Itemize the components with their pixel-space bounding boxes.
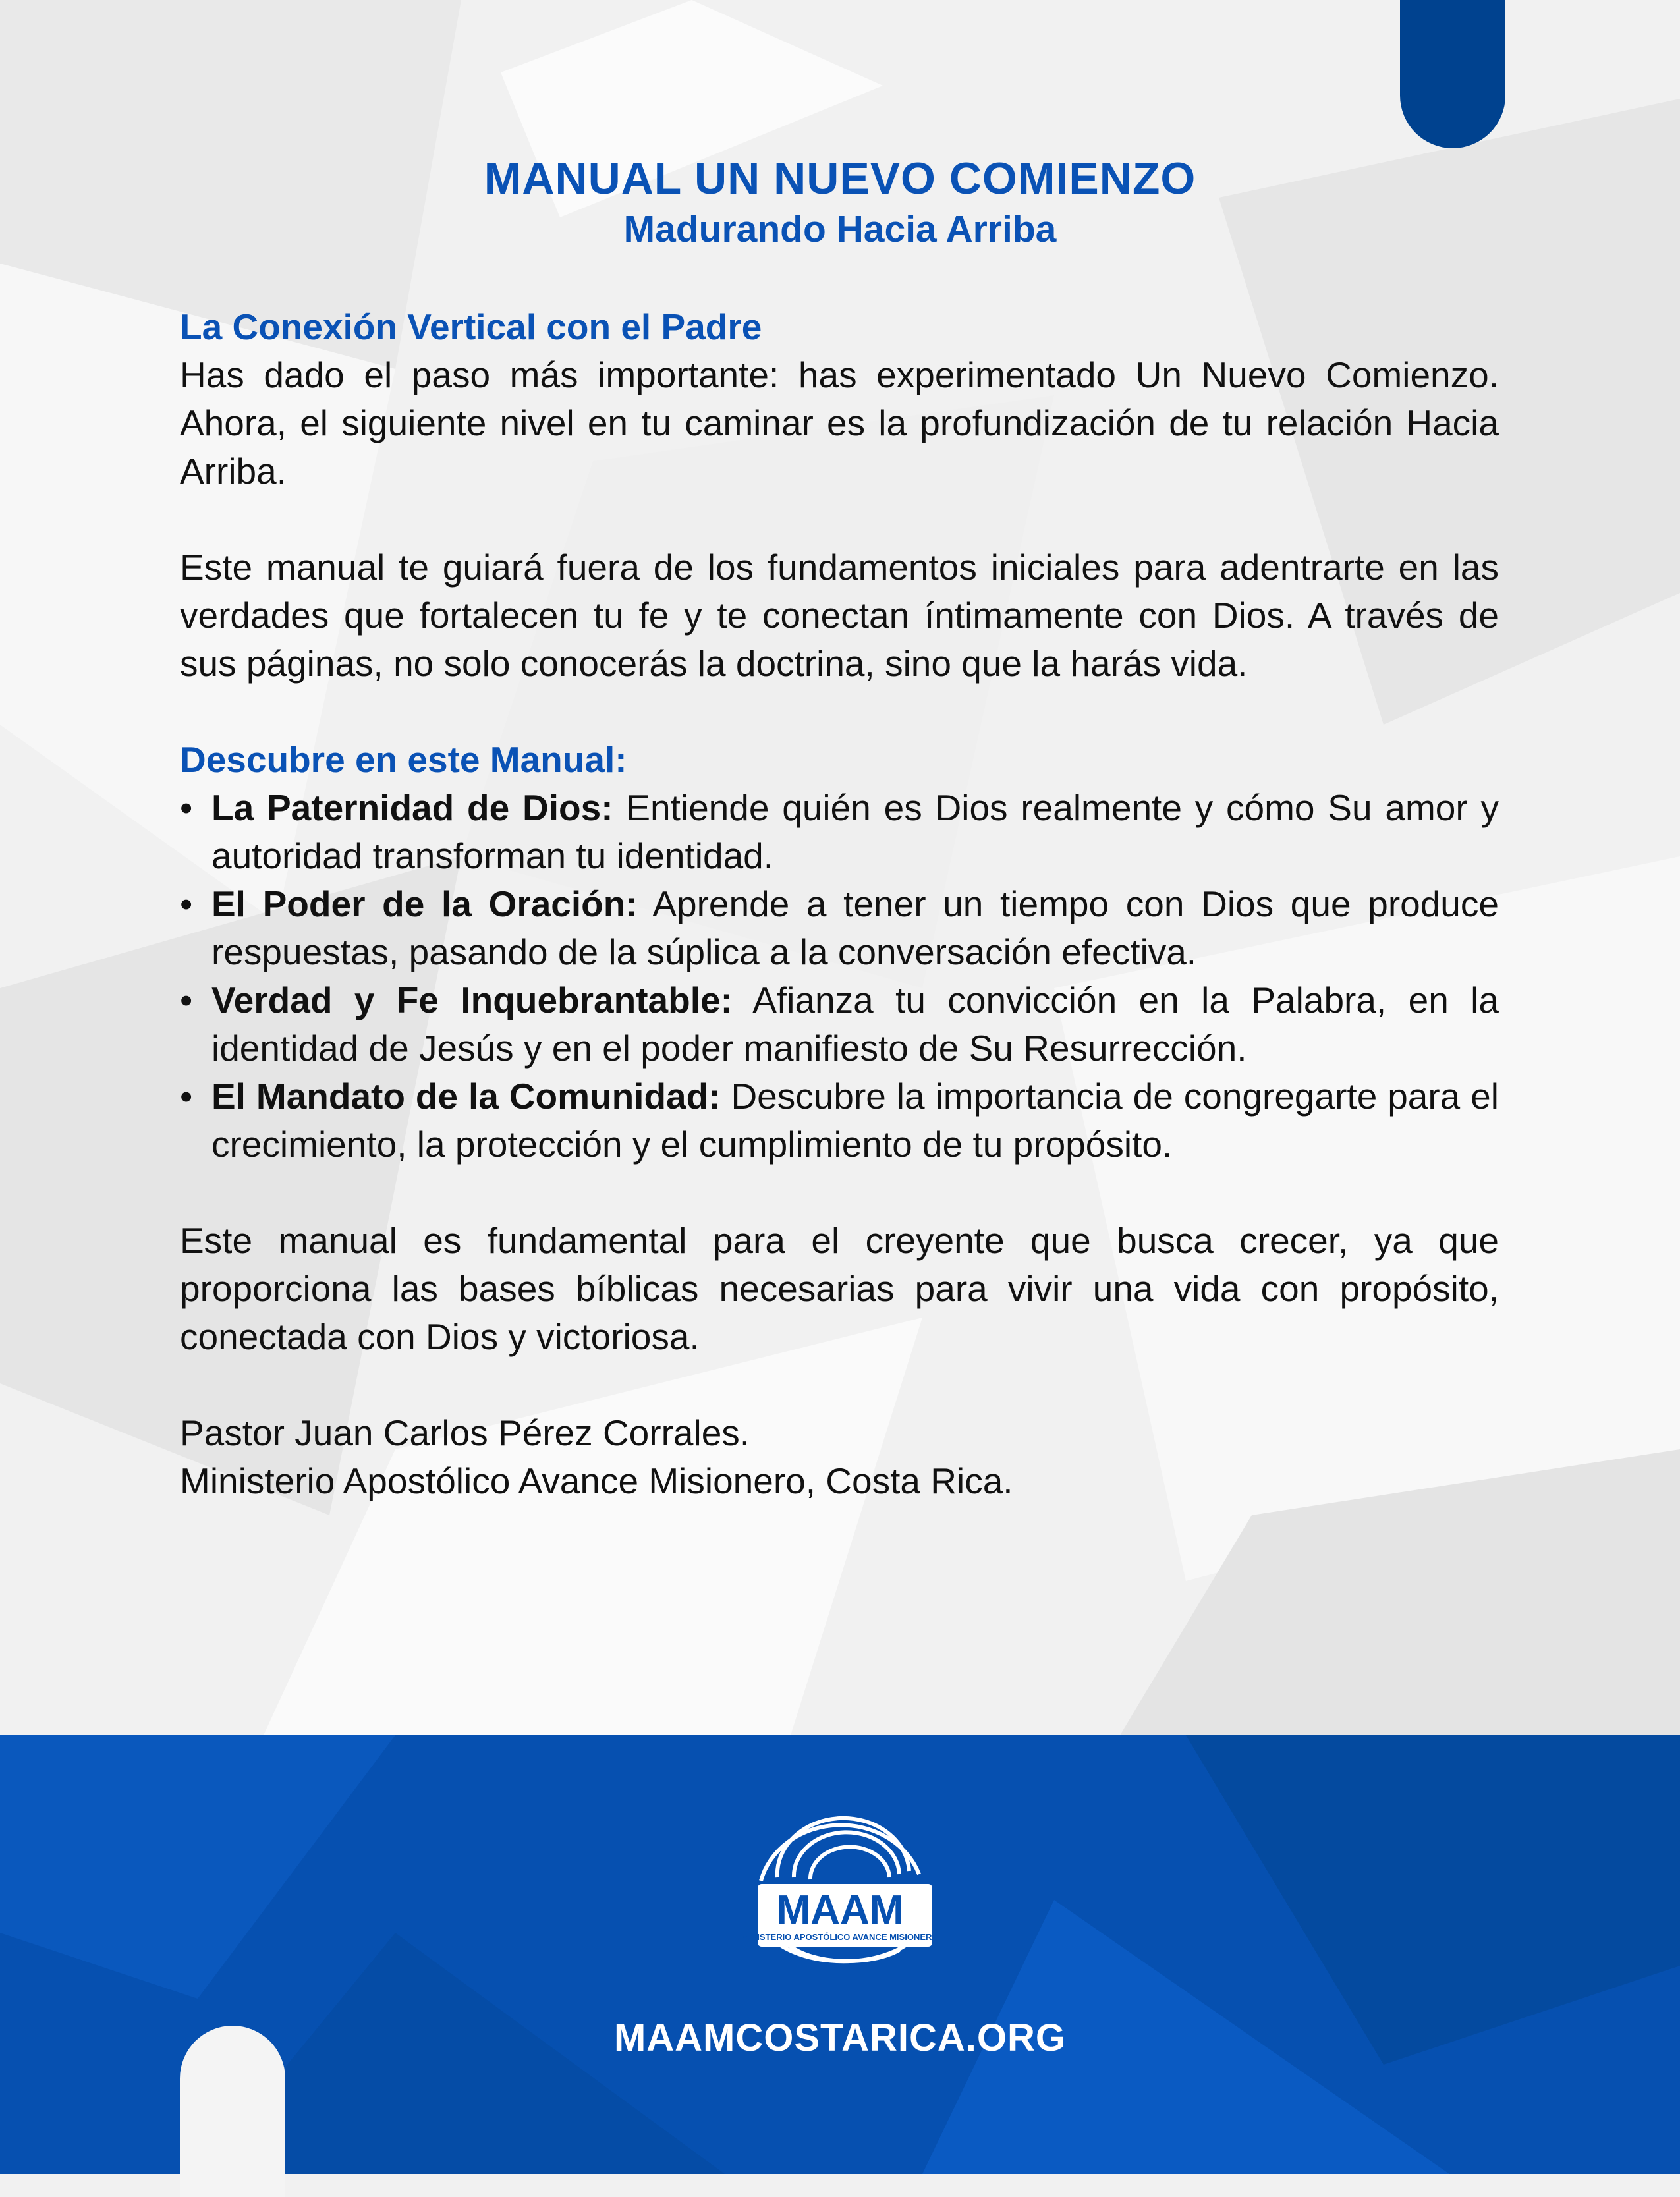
main-content [180, 303, 1499, 1505]
item-text: Aprende a tener un tiempo con Dios que produce respuestas, pasando de la súplica a la conversación efectiva. [211, 883, 1499, 972]
website-link[interactable]: MAAMCOSTARICA.ORG [613, 2016, 1067, 2059]
signature-org: Ministerio Apostólico Avance Misionero, Costa Rica. [180, 1460, 1013, 1501]
list-item [180, 1072, 1499, 1169]
signature-name: Pastor Juan Carlos Pérez Corrales. [180, 1412, 750, 1453]
intro-paragraph: Has dado el paso más importante: has experimentado Un Nuevo Comienzo. Ahora, el siguiente nivel en tu caminar es la profundización de tu relación Hacia Arriba. [180, 354, 1499, 491]
svg-text:MAAM: MAAM [776, 1887, 904, 1933]
item-text: Descubre la importancia de congregarte para el crecimiento, la protección y el cumplimiento de tu propósito. [211, 1076, 1499, 1165]
maam-logo [741, 1802, 939, 1973]
page-title: MANUAL UN NUEVO COMIENZO [484, 153, 1196, 204]
list-item [180, 784, 1499, 880]
item-title: El Mandato de la Comunidad: [211, 1076, 721, 1117]
list-item [180, 976, 1499, 1072]
svg-text:MINISTERIO APOSTÓLICO AVANCE M: MINISTERIO APOSTÓLICO AVANCE MISIONERO [741, 1932, 939, 1942]
topic-list [180, 784, 1499, 1169]
list-item [180, 880, 1499, 976]
item-text: Entiende quién es Dios realmente y cómo Su amor y autoridad transforman tu identidad. [211, 787, 1499, 876]
item-title: Verdad y Fe Inquebrantable: [211, 980, 733, 1020]
page-subtitle: Madurando Hacia Arriba [623, 208, 1057, 250]
closing-paragraph: Este manual es fundamental para el creyente que busca crecer, ya que proporciona las bases bíblicas necesarias para vivir una vida con propósito, conectada con Dios y victoriosa. [180, 1220, 1499, 1357]
section-heading: La Conexión Vertical con el Padre [180, 306, 762, 347]
item-title: El Poder de la Oración: [211, 883, 638, 924]
top-decorative-tab [1400, 0, 1505, 148]
item-title: La Paternidad de Dios: [211, 787, 613, 828]
section-heading-2: Descubre en este Manual: [180, 739, 627, 780]
item-text: Afianza tu convicción en la Palabra, en la identidad de Jesús y en el poder manifiesto de Su Resurrección. [211, 980, 1499, 1069]
bottom-decorative-tab [180, 2026, 285, 2197]
intro-paragraph-2: Este manual te guiará fuera de los fundamentos iniciales para adentrarte en las verdades que fortalecen tu fe y te conectan íntimamente con Dios. A través de sus páginas, no solo conocerás la doctrina, sino que la harás vida. [180, 547, 1499, 684]
